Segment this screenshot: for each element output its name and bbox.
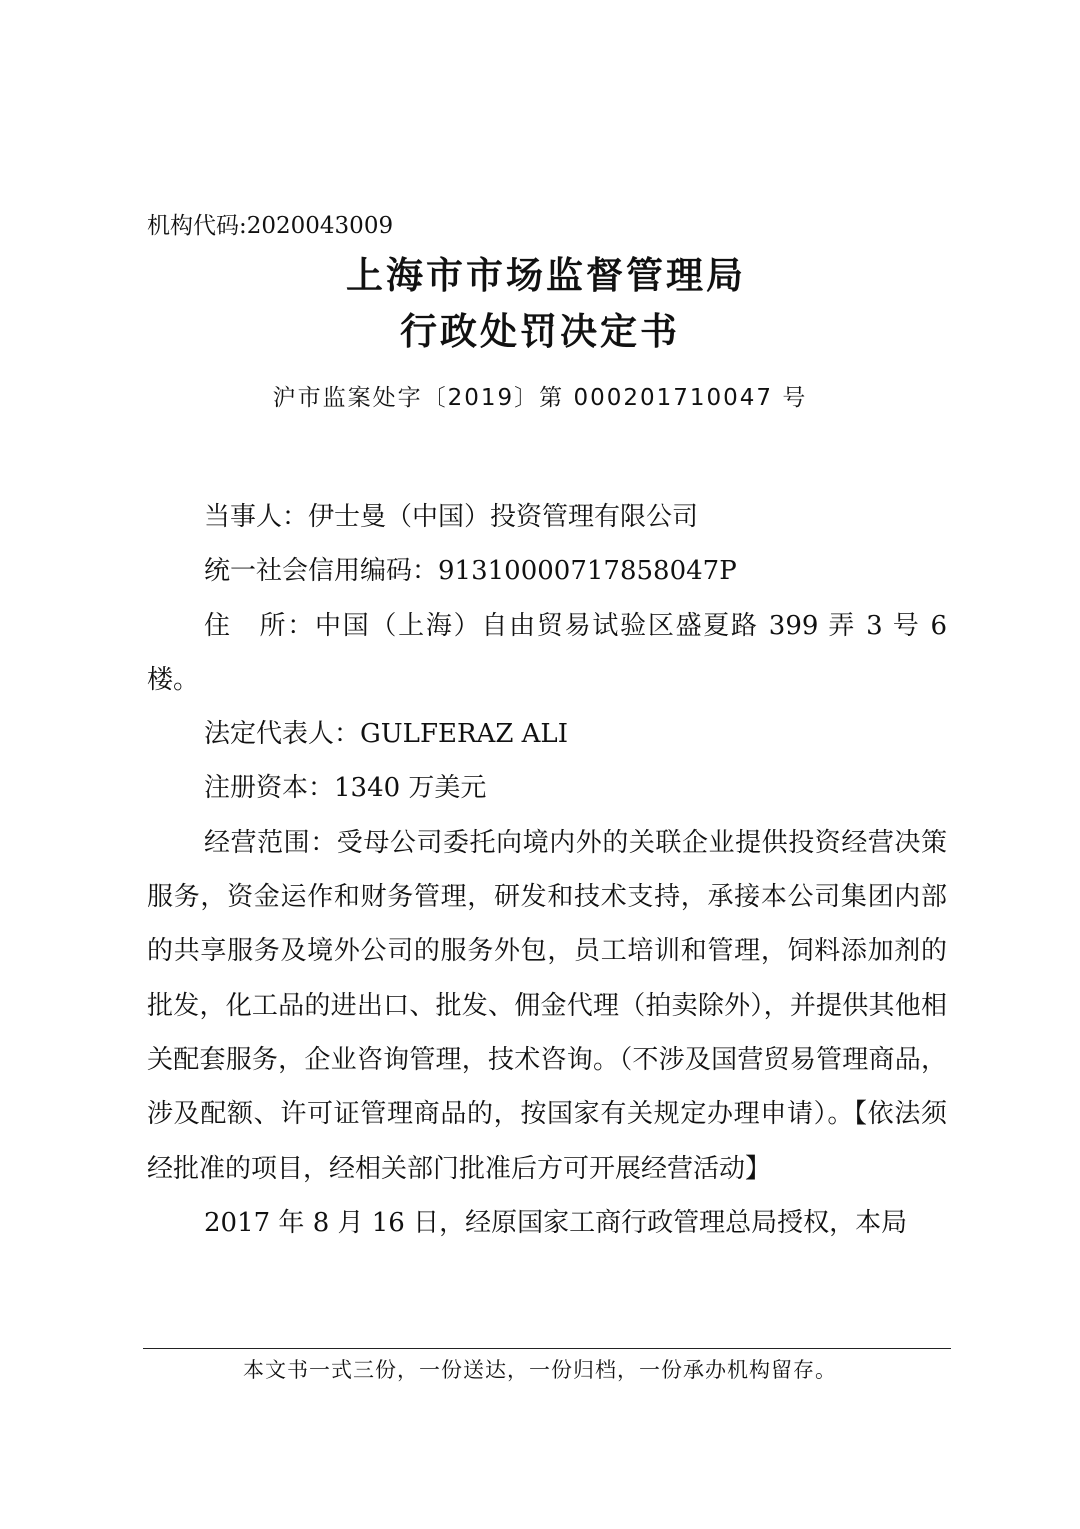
footer-note: 本文书一式三份，一份送达，一份归档，一份承办机构留存。 [243, 1358, 837, 1382]
party-name: 当事人：伊士曼（中国）投资管理有限公司 [204, 502, 699, 532]
credit-code: 统一社会信用编码：91310000717858047P [204, 556, 737, 587]
business-scope: 经营范围：受母公司委托向境内外的关联企业提供投资经营决策服务，资金运作和财务管理，研发和技术支持，承接本公司集团内部的共享服务及境外公司的服务外包，员工培训和管理，饲料添加剂的批发，化工品的进出口、批发、佣金代理（拍卖除外），并提供其他相关配套服务，企业咨询管理，技术咨询。（不涉及国营贸易管理商品，涉及配额、许可证管理商品的，按国家有关规定办理申请）。【依法须经批准的项目，经相关部门批准后方可开展经营活动】 [147, 827, 947, 1184]
document-number: 沪市监案处字〔2019〕第 000201710047 号 [272, 385, 808, 411]
footer-divider [143, 1348, 951, 1349]
case-narrative: 2017 年 8 月 16 日，经原国家工商行政管理总局授权，本局 [204, 1207, 908, 1238]
registered-capital: 注册资本：1340 万美元 [204, 773, 487, 804]
org-code: 机构代码:2020043009 [147, 213, 394, 239]
document-type-title: 行政处罚决定书 [400, 309, 680, 353]
issuing-authority-title: 上海市市场监督管理局 [346, 253, 746, 297]
address: 住 所：中国（上海）自由贸易试验区盛夏路 399 弄 3 号 6 楼。 [147, 610, 947, 695]
legal-representative: 法定代表人：GULFERAZ ALI [204, 719, 568, 750]
document-body [147, 490, 947, 1250]
